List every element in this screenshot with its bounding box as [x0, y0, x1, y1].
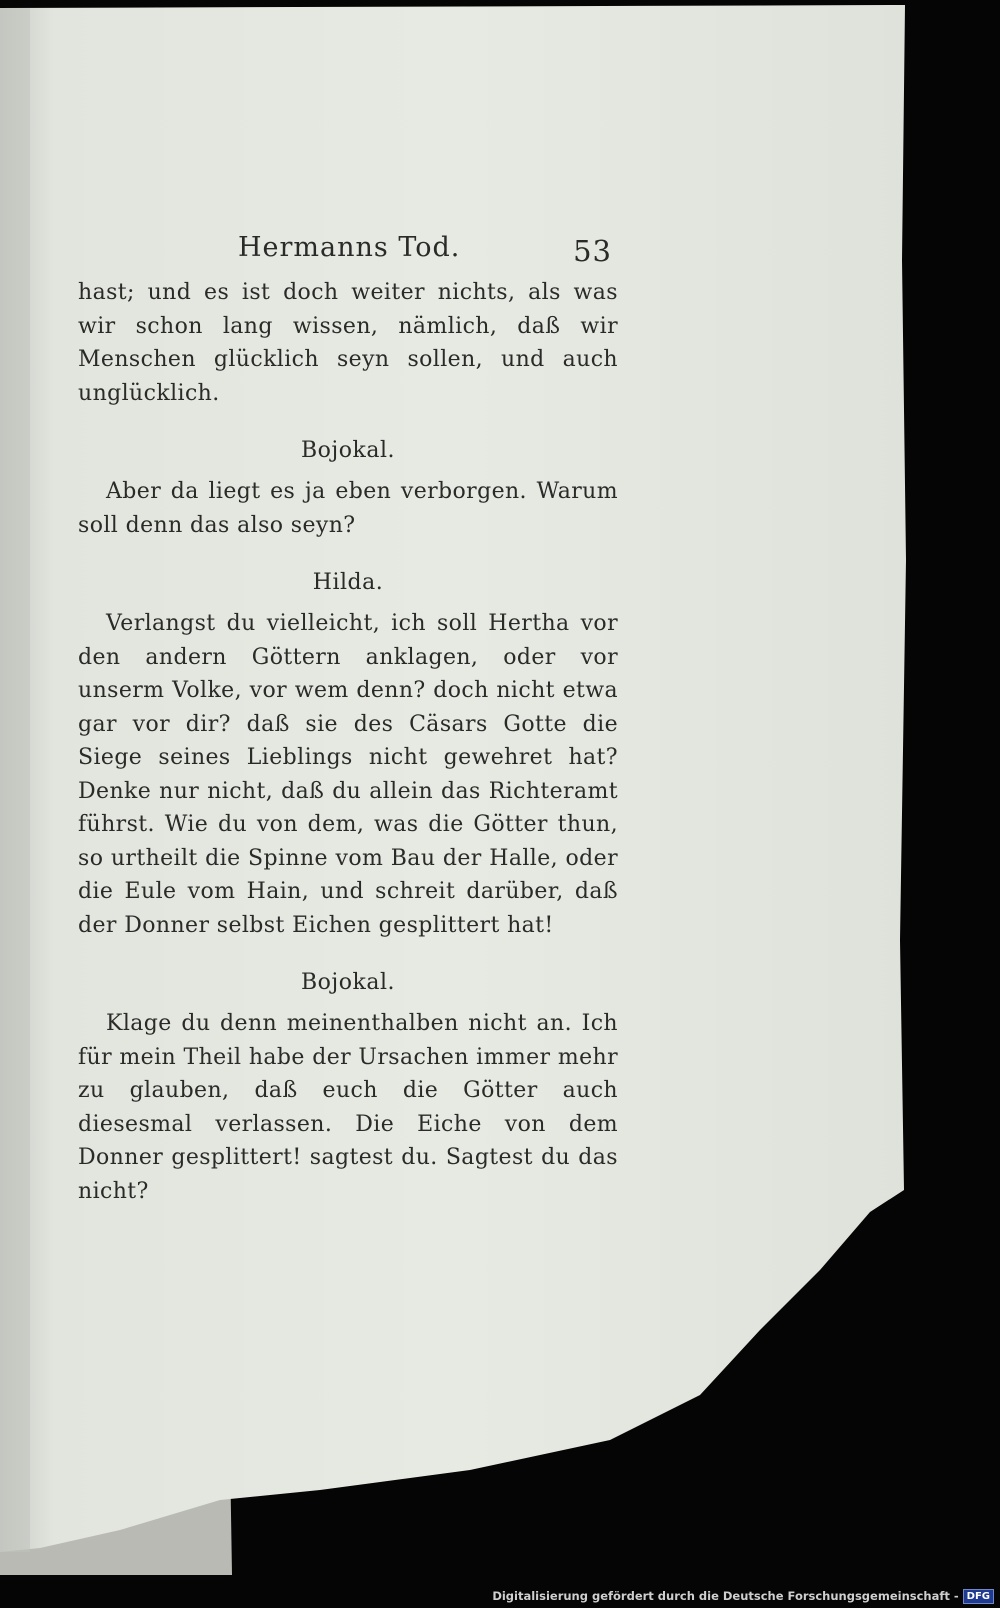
digitization-credit — [492, 1586, 994, 1606]
left-shadow — [0, 8, 30, 1552]
dfg-logo: DFG — [963, 1589, 994, 1604]
running-head-title: Hermanns Tod. — [238, 232, 461, 263]
paragraph: Klage du denn meinenthalben nicht an. Ich für mein Theil habe der Ursachen immer mehr zu glauben, daß euch die Götter auch diesesmal verlassen. Die Eiche von dem Donner gesplittert! sagtest du. Sagtest du das nicht? — [78, 1011, 619, 1204]
speaker-name: Bojokal. — [301, 970, 395, 995]
paragraph: Aber da liegt es ja eben verborgen. Warum soll denn das also seyn? — [78, 479, 618, 538]
page-content — [78, 224, 618, 1208]
running-head — [78, 224, 618, 276]
page-number: 53 — [573, 234, 612, 268]
credit-text: Digitalisierung gefördert durch die Deutsche Forschungsgemeinschaft - — [492, 1589, 959, 1603]
paragraph: Verlangst du vielleicht, ich soll Hertha vor den andern Göttern anklagen, oder vor unserm Volke, vor wem denn? doch nicht etwa gar vor dir? daß sie des Cäsars Gotte die Siege seines Lieblings nicht gewehret hat? Denke nur nicht, daß du allein das Richteramt führst. Wie du von dem, was die Götter thun, so urtheilt die Spinne vom Bau der Halle, oder die Eule vom Hain, und schreit darüber, daß der Donner selbst Eichen gesplittert hat! — [78, 611, 618, 938]
paragraph-continuation: hast; und es ist doch weiter nichts, als was wir schon lang wissen, nämlich, daß wir Menschen glücklich seyn sollen, und auch unglücklich. — [78, 280, 618, 406]
speaker-name: Bojokal. — [301, 438, 395, 463]
speaker-name: Hilda. — [312, 570, 384, 595]
